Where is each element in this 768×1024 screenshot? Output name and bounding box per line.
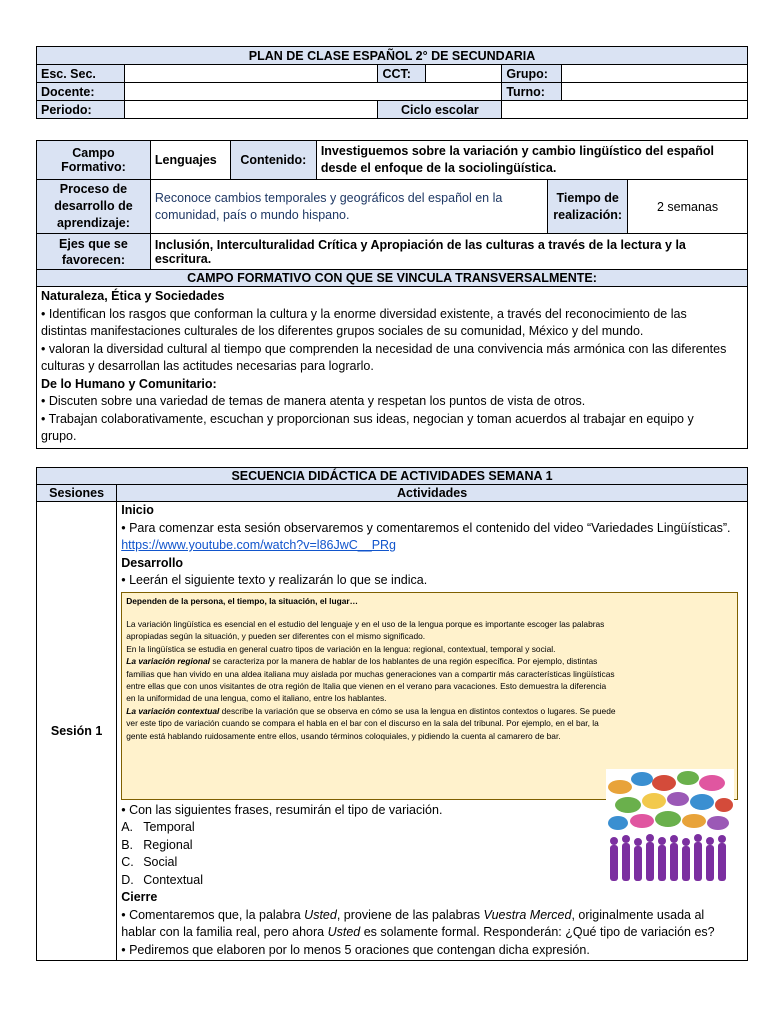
contenido-value: Investiguemos sobre la variación y cambio lingüístico del español desde el enfoque de la sociolingüística. [316, 141, 747, 180]
grupo-value [562, 65, 748, 83]
docente-value [124, 83, 501, 101]
contenido-label: Contenido: [230, 141, 316, 180]
reading-p3d: en la uniformidad de una lengua, como el italiano, entre los hablantes. [126, 693, 387, 704]
reading-p4c: gente está hablando ruidosamente entre ellos, usando términos coloquiales, y pidiendo la cuenta al camarero de bar. [126, 730, 561, 741]
sequence-title: SECUENCIA DIDÁCTICA DE ACTIVIDADES SEMANA 1 [37, 468, 748, 485]
nat-item-2b: culturas y desarrollan las actitudes necesarias para lograrlo. [41, 359, 374, 373]
cierre-line-1: • Comentaremos que, la palabra Usted, proviene de las palabras Vuestra Merced, originalmente usada al [121, 907, 705, 922]
ejes-label: Ejes que se favorecen: [37, 234, 151, 270]
campo-value: Lenguajes [150, 141, 230, 180]
inicio-text: • Para comenzar esta sesión observaremos y comentaremos el contenido del video “Variedades Lingüísticas”. [121, 520, 731, 535]
grupo-label: Grupo: [502, 65, 562, 83]
col-sessions: Sesiones [37, 485, 117, 502]
turno-value [562, 83, 748, 101]
reading-p3a: La variación regional se caracteriza por la manera de hablar de los hablantes de una región específica. Por ejemplo, distintas [126, 656, 598, 667]
hum-item-2a: • Trabajan colaborativamente, escuchan y proporcionan sus ideas, negocian y toman acuerdos al trabajar en equipo y [41, 411, 694, 426]
cct-value [426, 65, 502, 83]
header-table [36, 46, 748, 119]
cierre-line-2: hablar con la familia real, pero ahora Usted es solamente formal. Responderán: ¿Qué tipo de variación es? [121, 925, 715, 939]
nat-title: Naturaleza, Ética y Sociedades [41, 289, 225, 303]
inicio-heading: Inicio [121, 503, 154, 517]
reading-p1a: La variación lingüística es esencial en el estudio del lenguaje y en el uso de la lengua porque es importante escoger las palabras [126, 618, 605, 629]
ciclo-value [502, 101, 748, 119]
reading-p4a: La variación contextual describe la variación que se observa en cómo se usa la lengua en distintos contextos o lugares. Se puede [126, 705, 616, 716]
transversal-content [37, 287, 748, 449]
nat-item-1a: • Identifican los rasgos que conforman la cultura y la enorme diversidad existente, a través del reconocimiento de las [41, 306, 687, 321]
reading-p3b: familias que han vivido en una aldea italiana muy aislada por muchas generaciones van a compartir más características lingüísticas [126, 668, 615, 679]
desarrollo-text: • Leerán el siguiente texto y realizarán lo que se indica. [121, 573, 428, 587]
ciclo-label: Ciclo escolar [378, 101, 502, 119]
reading-p4b: ver este tipo de variación cuando se compara el habla en el bar con el discurso en la sala del tribunal. Por ejemplo, en el bar, la [126, 718, 599, 729]
transversal-title: CAMPO FORMATIVO CON QUE SE VINCULA TRANSVERSALMENTE: [37, 270, 748, 287]
option-c: C. Social [121, 855, 178, 869]
periodo-label: Periodo: [37, 101, 125, 119]
speech-bubbles-crowd-illustration [606, 769, 734, 885]
hum-item-1: • Discuten sobre una variedad de temas de manera atenta y respetan los puntos de vista de otros. [41, 394, 586, 408]
nat-item-1b: distintas manifestaciones culturales de los diferentes grupos sociales de su comunidad, México y del mundo. [41, 324, 644, 338]
turno-label: Turno: [502, 83, 562, 101]
esc-value [124, 65, 378, 83]
desarrollo-heading: Desarrollo [121, 555, 184, 570]
video-link[interactable]: https://www.youtube.com/watch?v=l86JwC__PRg [121, 538, 397, 552]
proceso-label: Proceso de desarrollo de aprendizaje: [37, 180, 151, 234]
tiempo-value: 2 semanas [628, 180, 748, 234]
plan-table [36, 140, 748, 449]
reading-p3c: entre ellas que con unos visitantes de otra región de Italia que vienen en el verano para vacaciones. Esto demuestra la diferencia [126, 680, 607, 691]
campo-label: Campo Formativo: [37, 141, 151, 180]
session-activities [117, 502, 748, 961]
term-regional: La variación regional [126, 656, 210, 667]
tiempo-label: Tiempo de realización: [548, 180, 628, 234]
option-a: A. Temporal [121, 820, 195, 834]
periodo-value [124, 101, 378, 119]
docente-label: Docente: [37, 83, 125, 101]
term-contextual: La variación contextual [126, 705, 220, 716]
frases-text: • Con las siguientes frases, resumirán el tipo de variación. [121, 802, 443, 817]
hum-title: De lo Humano y Comunitario: [41, 376, 217, 391]
cierre-heading: Cierre [121, 890, 158, 904]
ejes-value: Inclusión, Interculturalidad Crítica y Apropiación de las culturas a través de la lectura y la escritura. [150, 234, 747, 270]
nat-item-2a: • valoran la diversidad cultural al tiempo que comprenden la necesidad de una convivencia más armónica con las diferentes [41, 341, 727, 356]
plan-title: PLAN DE CLASE ESPAÑOL 2° DE SECUNDARIA [37, 47, 748, 65]
proceso-value: Reconoce cambios temporales y geográficos del español en la comunidad, país o mundo hispano. [150, 180, 547, 234]
hum-item-2b: grupo. [41, 429, 77, 443]
cierre-line-3: • Pediremos que elaboren por lo menos 5 oraciones que contengan dicha expresión. [121, 942, 590, 957]
session-label: Sesión 1 [37, 502, 117, 961]
col-activities: Actividades [117, 485, 748, 502]
cct-label: CCT: [378, 65, 426, 83]
reading-title: Dependen de la persona, el tiempo, la situación, el lugar… [126, 595, 358, 606]
sequence-table [36, 467, 748, 961]
option-b: B. Regional [121, 837, 193, 852]
reading-p2: En la lingüística se estudia en general cuatro tipos de variación en la lengua: regional, contextual, temporal y social. [126, 643, 556, 654]
reading-p1b: apropiadas según la situación, y pueden ser diferentes con el mismo significado. [126, 631, 426, 642]
esc-label: Esc. Sec. [37, 65, 125, 83]
option-d: D. Contextual [121, 872, 203, 887]
